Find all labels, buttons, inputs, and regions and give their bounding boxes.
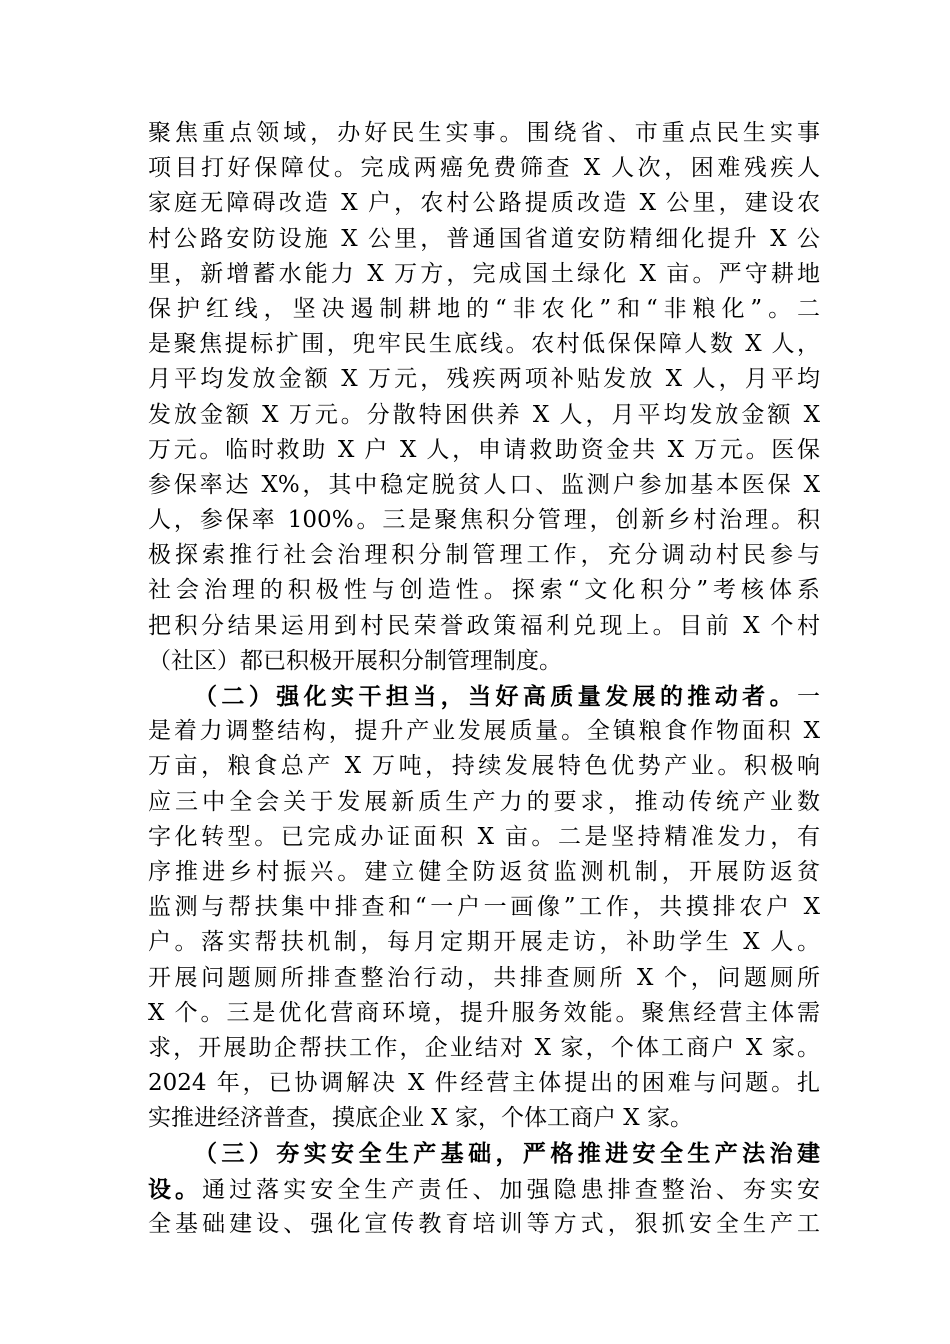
text-segment: 人，参保率 100%。三是聚焦积分管理，创新乡村治理。积 <box>148 507 820 534</box>
text-segment: 把积分结果运用到村民荣誉政策福利兑现上。目前 X 个村 <box>148 612 820 639</box>
text-line <box>148 327 820 362</box>
text-line <box>148 222 820 257</box>
text-line <box>148 1172 820 1207</box>
text-segment: 家庭无障碍改造 X 户，农村公路提质改造 X 公里，建设农 <box>148 190 820 217</box>
text-segment: 聚焦重点领域，办好民生实事。围绕省、市重点民生实事 <box>148 120 820 146</box>
text-line <box>148 468 820 503</box>
text-line <box>148 538 820 573</box>
text-segment: 2024 年，已协调解决 X 件经营主体提出的困难与问题。扎 <box>148 1070 820 1097</box>
text-segment: （社区）都已积极开展积分制管理制度。 <box>148 647 562 674</box>
text-line <box>148 1136 820 1171</box>
text-segment: 序推进乡村振兴。建立健全防返贫监测机制，开展防返贫 <box>148 858 820 885</box>
text-line <box>148 503 820 538</box>
text-segment: 通过落实安全生产责任、加强隐患排查整治、夯实安 <box>202 1176 821 1203</box>
text-line <box>148 925 820 960</box>
text-segment: 发放金额 X 万元。分散特困供养 X 人，月平均发放金额 X <box>148 401 820 428</box>
text-segment: 全基础建设、强化宣传教育培训等方式，狠抓安全生产工 <box>148 1210 820 1237</box>
text-segment: 万元。临时救助 X 户 X 人，申请救助资金共 X 万元。医保 <box>148 436 820 463</box>
text-segment: 户。落实帮扶机制，每月定期开展走访，补助学生 X 人。 <box>148 929 820 956</box>
text-segment: 月平均发放金额 X 万元，残疾两项补贴发放 X 人，月平均 <box>148 366 820 393</box>
text-line <box>148 573 820 608</box>
text-line <box>148 820 820 855</box>
text-line <box>148 749 820 784</box>
text-line <box>148 1101 820 1136</box>
text-segment: 极探索推行社会治理积分制管理工作，充分调动村民参与 <box>148 542 820 569</box>
text-line <box>148 996 820 1031</box>
text-line <box>148 362 820 397</box>
text-line <box>148 151 820 186</box>
text-segment: 应三中全会关于发展新质生产力的要求，推动传统产业数 <box>148 788 820 815</box>
text-segment: 开展问题厕所排查整治行动，共排查厕所 X 个，问题厕所 <box>148 964 820 991</box>
text-line <box>148 961 820 996</box>
text-segment: 保护红线，坚决遏制耕地的“非农化”和“非粮化”。二 <box>148 295 820 322</box>
text-line <box>148 292 820 327</box>
bold-text-segment: 设。 <box>148 1175 203 1203</box>
text-segment: 求，开展助企帮扶工作，企业结对 X 家，个体工商户 X 家。 <box>148 1034 820 1061</box>
text-segment: 是聚焦提标扩围，兜牢民生底线。农村低保保障人数 X 人， <box>148 331 820 358</box>
text-segment: 万亩，粮食总产 X 万吨，持续发展特色优势产业。积极响 <box>148 753 820 780</box>
text-segment: 项目打好保障仗。完成两癌免费筛查 X 人次，困难残疾人 <box>148 155 820 182</box>
text-segment: 字化转型。已完成办证面积 X 亩。二是坚持精准发力，有 <box>148 823 820 850</box>
text-line <box>148 609 820 644</box>
text-segment: 一 <box>797 684 820 710</box>
text-segment: 里，新增蓄水能力 X 万方，完成国土绿化 X 亩。严守耕地 <box>148 260 820 287</box>
document-body <box>148 116 820 1242</box>
text-line <box>148 890 820 925</box>
text-segment: 是着力调整结构，提升产业发展质量。全镇粮食作物面积 X <box>148 718 820 745</box>
text-line <box>148 116 820 151</box>
text-line <box>148 1031 820 1066</box>
text-line <box>148 433 820 468</box>
text-segment: 实推进经济普查，摸底企业 X 家，个体工商户 X 家。 <box>148 1105 693 1132</box>
text-line <box>148 714 820 749</box>
text-line <box>148 644 820 679</box>
text-line <box>148 186 820 221</box>
text-segment: 监测与帮扶集中排查和“一户一画像”工作，共摸排农户 X <box>148 894 820 921</box>
text-line <box>148 855 820 890</box>
bold-text-segment: （二）强化实干担当，当好高质量发展的推动者。 <box>194 683 797 710</box>
text-segment: 参保率达 X%，其中稳定脱贫人口、监测户参加基本医保 X <box>148 471 820 498</box>
text-segment: 村公路安防设施 X 公里，普通国省道安防精细化提升 X 公 <box>148 225 820 252</box>
text-segment: 社会治理的积极性与创造性。探索“文化积分”考核体系 <box>148 577 820 604</box>
text-line <box>148 1066 820 1101</box>
text-line <box>148 785 820 820</box>
text-segment: X 个。三是优化营商环境，提升服务效能。聚焦经营主体需 <box>148 999 820 1026</box>
bold-text-segment: （三）夯实安全生产基础，严格推进安全生产法治建 <box>194 1140 820 1168</box>
text-line <box>148 257 820 292</box>
text-line <box>148 679 820 714</box>
text-line <box>148 398 820 433</box>
text-line <box>148 1207 820 1242</box>
